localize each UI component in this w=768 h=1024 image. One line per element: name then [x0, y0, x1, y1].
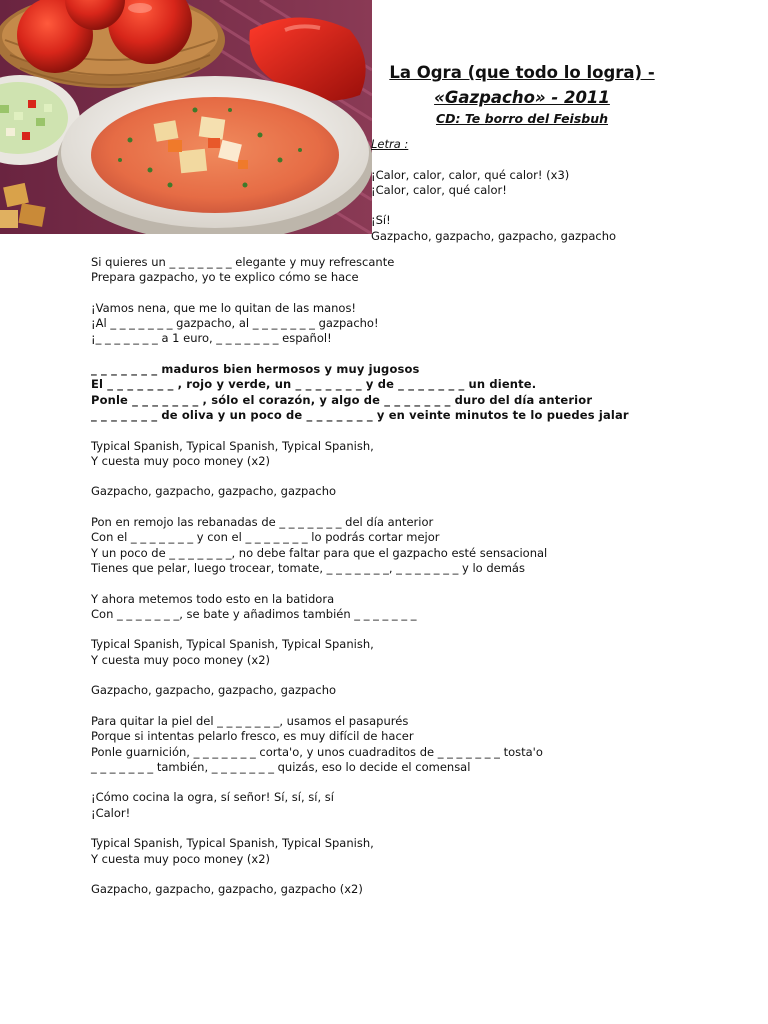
lyric-line: _ _ _ _ _ _ _ también, _ _ _ _ _ _ _ quizás, eso lo decide el comensal [91, 759, 471, 774]
lyric-line: Si quieres un _ _ _ _ _ _ _ elegante y muy refrescante [91, 255, 395, 269]
lyric-line: ¡Vamos nena, que me lo quitan de las manos! [91, 300, 357, 315]
verse [91, 515, 761, 576]
lyric-line: ¡Al _ _ _ _ _ _ _ gazpacho, al _ _ _ _ _ _ _ gazpacho! [91, 316, 379, 331]
gazpacho-photo [0, 0, 372, 234]
lyric-line: Prepara gazpacho, yo te explico cómo se hace [91, 270, 359, 285]
chorus [91, 439, 761, 470]
verse [91, 255, 761, 286]
verse-bold [91, 362, 761, 423]
lyric-line: Con _ _ _ _ _ _ _, se bate y añadimos también _ _ _ _ _ _ _ [91, 606, 417, 621]
song-title: «Gazpacho» - 2011 [434, 88, 610, 107]
chorus [91, 836, 761, 867]
gazpacho-illustration [0, 0, 372, 234]
song-header [372, 60, 672, 128]
lyrics-label: Letra : [371, 137, 409, 151]
lyric-line: Ponle _ _ _ _ _ _ _ , sólo el corazón, y algo de _ _ _ _ _ _ _ duro del día anterior [91, 392, 593, 407]
lyric-line: Typical Spanish, Typical Spanish, Typical Spanish, [91, 438, 374, 453]
album-name: CD: Te borro del Feisbuh [435, 111, 609, 126]
verse [91, 592, 761, 623]
artist-title: La Ogra (que todo lo logra) - [389, 63, 655, 82]
lyric-line: Con el _ _ _ _ _ _ _ y con el _ _ _ _ _ _ _ lo podrás cortar mejor [91, 530, 440, 545]
verse [91, 714, 761, 775]
gazpacho-soup [91, 97, 339, 213]
lyric-line: Porque si intentas pelarlo fresco, es muy difícil de hacer [91, 729, 414, 744]
verse [91, 301, 761, 347]
lyric-line: ¡Sí! [371, 213, 391, 228]
lyric-line: ¡_ _ _ _ _ _ _ a 1 euro, _ _ _ _ _ _ _ español! [91, 331, 332, 346]
refrain [91, 484, 761, 499]
lyric-line: Y un poco de _ _ _ _ _ _ _, no debe faltar para que el gazpacho esté sensacional [91, 545, 548, 560]
lyric-line: Y cuesta muy poco money (x2) [91, 652, 271, 667]
lyric-line: El _ _ _ _ _ _ _ , rojo y verde, un _ _ _ _ _ _ _ y de _ _ _ _ _ _ _ un diente. [91, 377, 537, 392]
intro-lyrics [371, 137, 761, 244]
lyric-line: ¡Calor, calor, calor, qué calor! (x3) [371, 167, 570, 182]
lyric-line: Y ahora metemos todo esto en la batidora [91, 591, 335, 606]
lyric-line: Gazpacho, gazpacho, gazpacho, gazpacho [91, 484, 337, 499]
verse [91, 790, 761, 821]
lyric-line: Para quitar la piel del _ _ _ _ _ _ _, usamos el pasapurés [91, 713, 409, 728]
lyric-line: Pon en remojo las rebanadas de _ _ _ _ _ _ _ del día anterior [91, 515, 434, 530]
lyric-line: ¡Calor, calor, qué calor! [371, 182, 507, 197]
lyric-line: _ _ _ _ _ _ _ de oliva y un poco de _ _ _ _ _ _ _ y en veinte minutos te lo puedes jalar [91, 407, 629, 422]
lyric-line: _ _ _ _ _ _ _ maduros bien hermosos y muy jugosos [91, 362, 420, 377]
lyric-line: Y cuesta muy poco money (x2) [91, 453, 271, 468]
lyric-line: Typical Spanish, Typical Spanish, Typical Spanish, [91, 836, 374, 851]
lyric-line: Typical Spanish, Typical Spanish, Typical Spanish, [91, 637, 374, 652]
lyric-line: Ponle guarnición, _ _ _ _ _ _ _ corta'o, y unos cuadraditos de _ _ _ _ _ _ _ tosta'o [91, 744, 543, 759]
refrain [91, 683, 761, 698]
lyric-line: ¡Cómo cocina la ogra, sí señor! Sí, sí, sí, sí [91, 790, 334, 805]
song-title-year [372, 85, 672, 110]
refrain [91, 882, 761, 897]
lyric-line: Gazpacho, gazpacho, gazpacho, gazpacho (x2) [91, 882, 363, 897]
lyric-line: ¡Calor! [91, 805, 131, 820]
lyric-line: Tienes que pelar, luego trocear, tomate, _ _ _ _ _ _ _, _ _ _ _ _ _ _ y lo demás [91, 560, 525, 575]
lyric-line: Y cuesta muy poco money (x2) [91, 851, 271, 866]
lyrics-body [91, 255, 761, 897]
chorus [91, 637, 761, 668]
lyric-line: Gazpacho, gazpacho, gazpacho, gazpacho [371, 228, 617, 243]
lyric-line: Gazpacho, gazpacho, gazpacho, gazpacho [91, 683, 337, 698]
